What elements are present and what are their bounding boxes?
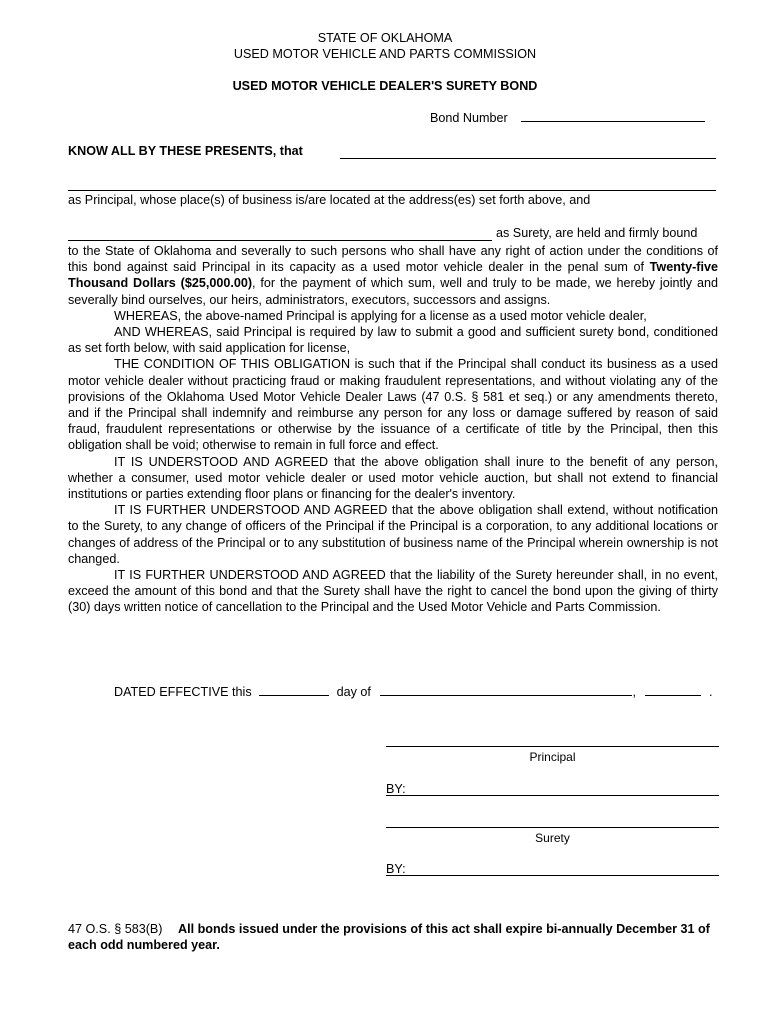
bond-number-label: Bond Number [430,111,508,125]
state-heading: STATE OF OKLAHOMA [317,31,453,45]
principal-name-field[interactable] [340,158,716,159]
surety-label: Surety [535,831,570,845]
surety-clause: as Surety, are held and firmly bound [496,226,698,240]
date-comma: , [632,685,636,699]
surety-by-field[interactable] [386,875,719,876]
dated-prefix: DATED EFFECTIVE this [114,685,252,699]
paragraph-and-whereas: AND WHEREAS, said Principal is required by law to submit a good and sufficient surety bond, conditioned as set forth below, with said application for license, [68,325,718,356]
paragraph-obligation-text-a: to the State of Oklahoma and severally to such persons who shall have any right of action under the conditions of this bond against said Principal in its capacity as a used motor vehicle dealer in the penal sum of [68,244,718,275]
principal-by-field[interactable] [386,795,719,796]
principal-clause: as Principal, whose place(s) of business is/are located at the address(es) set forth above, and [68,193,591,207]
day-field[interactable] [259,695,329,696]
principal-address-field[interactable] [68,190,716,191]
bond-body [68,243,718,616]
principal-signature-field[interactable] [386,746,719,747]
principal-by-row [386,782,406,796]
bond-number-row [430,111,705,125]
paragraph-understood: IT IS UNDERSTOOD AND AGREED that the above obligation shall inure to the benefit of any person, whether a consumer, used motor vehicle dealer or used motor vehicle auction, but shall not extend to financial institutions or parties extending floor plans or financing for the dealer's inventory. [68,454,718,502]
know-all-label: KNOW ALL BY THESE PRESENTS, that [68,144,303,158]
paragraph-obligation-text-b: , for the payment of which sum, well and truly to be made, we hereby jointly and severally bind ourselves, our heirs, administrators, executors, successors and assigns. [68,276,718,307]
month-field[interactable] [380,695,632,696]
footer-citation: 47 O.S. § 583(B) [68,922,163,936]
day-of-label: day of [336,685,371,699]
form-header [0,30,770,62]
form-title: USED MOTOR VEHICLE DEALER'S SURETY BOND [232,79,538,93]
paragraph-obligation [68,243,718,308]
bond-number-field[interactable] [521,121,705,122]
surety-signature-field[interactable] [386,827,719,828]
dated-effective-row [114,685,712,699]
footer-expiry-note: All bonds issued under the provisions of this act shall expire bi-annually December 31 of each odd numbered year. [68,922,710,952]
commission-heading: USED MOTOR VEHICLE AND PARTS COMMISSION [233,47,537,61]
surety-name-field[interactable] [68,240,492,241]
date-period: . [708,685,713,699]
surety-by-label: BY: [386,862,406,876]
principal-by-label: BY: [386,782,406,796]
paragraph-further-2: IT IS FURTHER UNDERSTOOD AND AGREED that the liability of the Surety hereunder shall, in no event, exceed the amount of this bond and that the Surety shall have the right to cancel the bond upon the giving of thirty (30) days written notice of cancellation to the Principal and the Used Motor Vehicle and Parts Commission. [68,568,718,615]
penal-sum-amount: Twenty-five Thousand Dollars ($25,000.00) [68,260,718,291]
year-field[interactable] [645,695,701,696]
principal-label: Principal [529,750,576,764]
surety-by-row [386,862,406,876]
paragraph-condition: THE CONDITION OF THIS OBLIGATION is such that if the Principal shall conduct its business as a used motor vehicle dealer without practicing fraud or making fraudulent representations, and without violating any of the provisions of the Oklahoma Used Motor Vehicle Dealer Laws (47 0.S. § 581 et seq.) or any amendments thereto, and if the Principal shall indemnify and reimburse any person for any loss or damage suffered by reason of said fraud, fraudulent representations or otherwise by the issuance of a certificate of title by the Principal, then this obligation shall be void; otherwise to remain in full force and effect. [68,357,718,453]
paragraph-further-1: IT IS FURTHER UNDERSTOOD AND AGREED that the above obligation shall extend, without notification to the Surety, to any change of officers of the Principal if the Principal is a corporation, to any additional locations or changes of address of the Principal or to any substitution of business name of the Principal wherein ownership is not changed. [68,503,718,566]
footer-note [68,921,718,953]
paragraph-whereas: WHEREAS, the above-named Principal is applying for a license as a used motor vehicle dealer, [114,308,647,323]
